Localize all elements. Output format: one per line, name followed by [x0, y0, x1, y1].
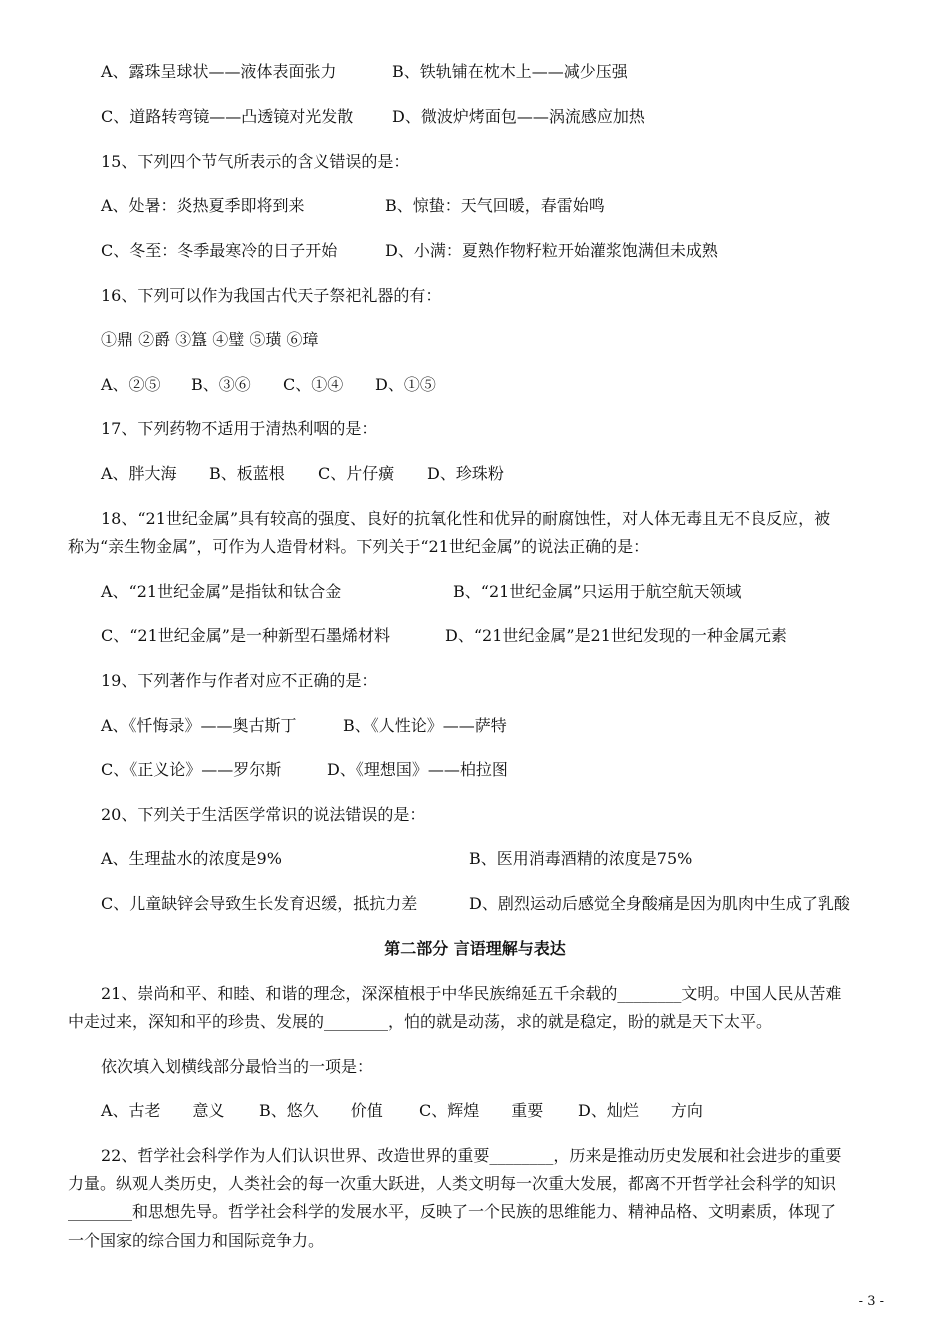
q19-option-b: B、《人性论》——萨特 — [343, 716, 507, 735]
q18-option-c: C、“21世纪金属”是一种新型石墨烯材料 — [101, 626, 390, 645]
q16-option-a: A、②⑤ — [101, 375, 161, 394]
q17-option-b: B、板蓝根 — [209, 464, 285, 483]
q21-stem-line1: 21、崇尚和平、和睦、和谐的理念，深深植根于中华民族绵延五千余载的________文明。中国人民从苦难 — [101, 984, 842, 1003]
q17-option-a: A、胖大海 — [101, 464, 177, 483]
q18-option-b: B、“21世纪金属”只运用于航空航天领域 — [453, 582, 742, 601]
q18-stem-line1: 18、“21世纪金属”具有较高的强度、良好的抗氧化性和优异的耐腐蚀性，对人体无毒且无不良反应，被 — [101, 509, 831, 528]
q19-option-c: C、《正义论》——罗尔斯 — [101, 760, 282, 779]
q21-prompt: 依次填入划横线部分最恰当的一项是： — [101, 1057, 374, 1076]
q22-line4: 一个国家的综合国力和国际竞争力。 — [68, 1231, 325, 1250]
q17-stem: 17、下列药物不适用于清热利咽的是： — [101, 419, 378, 438]
section-title: 第二部分 言语理解与表达 — [384, 939, 566, 958]
q16-option-b: B、③⑥ — [191, 375, 251, 394]
page-number: - 3 - — [858, 1294, 884, 1309]
q21-stem-line2: 中走过来，深知和平的珍贵、发展的________，怕的就是动荡，求的就是稳定，盼的就是天下太平。 — [68, 1012, 773, 1031]
q22-line1: 22、哲学社会科学作为人们认识世界、改造世界的重要________，历来是推动历史发展和社会进步的重要 — [101, 1146, 842, 1165]
q22-line2: 力量。纵观人类历史，人类社会的每一次重大跃进，人类文明每一次重大发展，都离不开哲学社会科学的知识 — [68, 1174, 837, 1193]
q16-items: ①鼎 ②爵 ③簋 ④璧 ⑤璜 ⑥璋 — [101, 330, 319, 349]
q17-option-d: D、珍珠粉 — [427, 464, 504, 483]
q20-option-a: A、生理盐水的浓度是9% — [101, 849, 282, 868]
q18-stem-line2: 称为“亲生物金属”，可作为人造骨材料。下列关于“21世纪金属”的说法正确的是： — [68, 537, 650, 556]
q14-option-c: C、道路转弯镜——凸透镜对光发散 — [101, 107, 354, 126]
q20-option-b: B、医用消毒酒精的浓度是75% — [469, 849, 693, 868]
q16-option-c: C、①④ — [283, 375, 344, 394]
q14-option-a: A、露珠呈球状——液体表面张力 — [101, 62, 337, 81]
q14-option-d: D、微波炉烤面包——涡流感应加热 — [392, 107, 645, 126]
q21-option-d: D、灿烂 方向 — [578, 1101, 703, 1120]
q22-line3: ________和思想先导。哲学社会科学的发展水平，反映了一个民族的思维能力、精神品格、文明素质，体现了 — [68, 1202, 837, 1221]
q15-option-d: D、小满：夏熟作物籽粒开始灌浆饱满但未成熟 — [385, 241, 718, 260]
q20-option-d: D、剧烈运动后感觉全身酸痛是因为肌肉中生成了乳酸 — [469, 894, 850, 913]
q15-stem: 15、下列四个节气所表示的含义错误的是： — [101, 152, 410, 171]
q19-option-d: D、《理想国》——柏拉图 — [327, 760, 508, 779]
q19-option-a: A、《忏悔录》——奥古斯丁 — [101, 716, 297, 735]
q19-stem: 19、下列著作与作者对应不正确的是： — [101, 671, 378, 690]
q16-stem: 16、下列可以作为我国古代天子祭祀礼器的有： — [101, 286, 442, 305]
q17-option-c: C、片仔癀 — [318, 464, 395, 483]
q14-option-b: B、铁轨铺在枕木上——减少压强 — [392, 62, 628, 81]
q16-option-d: D、①⑤ — [375, 375, 436, 394]
q15-option-a: A、处暑：炎热夏季即将到来 — [101, 196, 305, 215]
q20-stem: 20、下列关于生活医学常识的说法错误的是： — [101, 805, 426, 824]
q21-option-b: B、悠久 价值 — [259, 1101, 383, 1120]
q21-option-c: C、辉煌 重要 — [419, 1101, 544, 1120]
q18-option-d: D、“21世纪金属”是21世纪发现的一种金属元素 — [445, 626, 787, 645]
q15-option-c: C、冬至：冬季最寒冷的日子开始 — [101, 241, 338, 260]
q18-option-a: A、“21世纪金属”是指钛和钛合金 — [101, 582, 342, 601]
q21-option-a: A、古老 意义 — [101, 1101, 225, 1120]
q20-option-c: C、儿童缺锌会导致生长发育迟缓，抵抗力差 — [101, 894, 418, 913]
q15-option-b: B、惊蛰：天气回暖，春雷始鸣 — [385, 196, 605, 215]
